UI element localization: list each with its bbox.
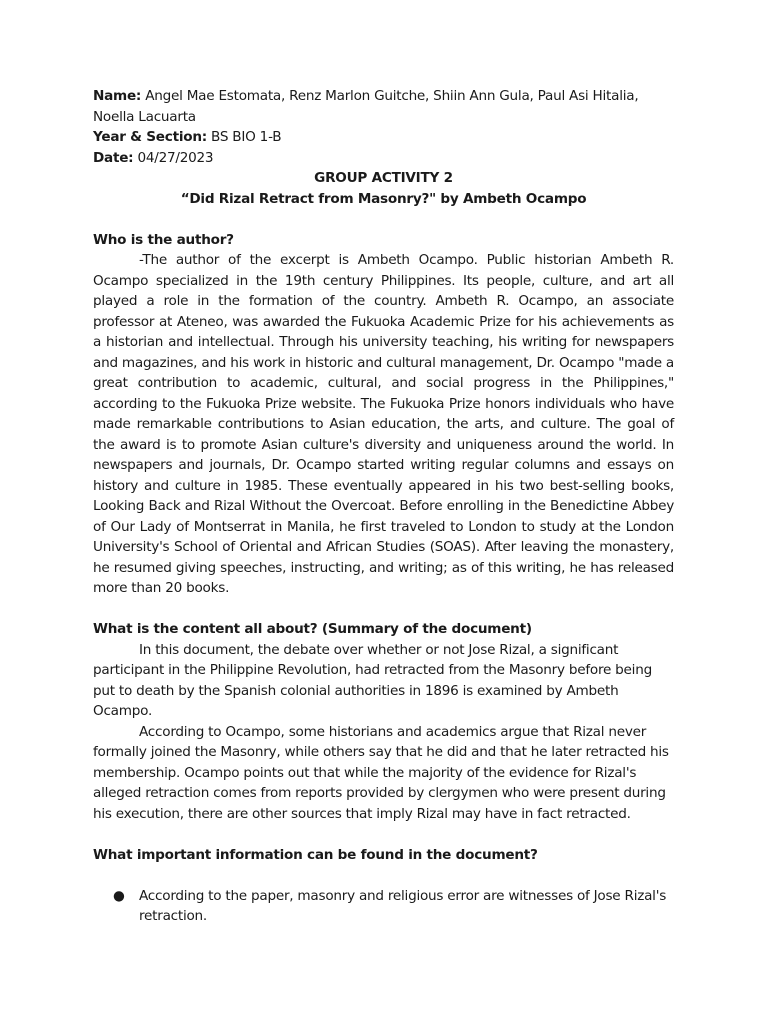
section-label: Year & Section: [93, 129, 207, 145]
summary-heading: What is the content all about? (Summary of the document) [93, 621, 532, 637]
name-line [93, 86, 674, 127]
list-item [93, 886, 674, 927]
name-value: Angel Mae Estomata, Renz Marlon Guitche, Shiin Ann Gula, Paul Asi Hitalia, Noella Lacuarta [93, 88, 639, 125]
info-bullet-list [93, 886, 674, 927]
activity-title: GROUP ACTIVITY 2 [314, 170, 453, 186]
summary-paragraph-1: In this document, the debate over whether or not Jose Rizal, a significant participant in the Philippine Revolution, had retracted from the Masonry before being put to death by the Spanish colonial authorities in 1896 is examined by Ambeth Ocampo. [93, 641, 652, 719]
spacer [93, 599, 674, 620]
author-paragraph: -The author of the excerpt is Ambeth Ocampo. Public historian Ambeth R. Ocampo specialized in the 19th century Philippines. Its people, culture, and art all played a role in the formation of the country. Ambeth R. Ocampo, an associate professor at Ateneo, was awarded the Fukuoka Academic Prize for his achievements as a historian and intellectual. Through his university teaching, his writing for newspapers and magazines, and his work in historic and cultural management, Dr. Ocampo "made a great contribution to academic, cultural, and social progress in the Philippines," according to the Fukuoka Prize website. The Fukuoka Prize honors individuals who have made remarkable contributions to Asian education, the arts, and culture. The goal of the award is to promote Asian culture's diversity and uniqueness around the world. In newspapers and journals, Dr. Ocampo started writing regular columns and essays on history and culture in 1985. These eventually appeared in his two best-selling books, Looking Back and Rizal Without the Overcoat. Before enrolling in the Benedictine Abbey of Our Lady of Montserrat in Manila, he first traveled to London to study at the London University's School of Oriental and African Studies (SOAS). After leaving the monastery, he resumed giving speeches, instructing, and writing; as of this writing, he has released more than 20 books. [93, 252, 674, 596]
date-line [93, 148, 674, 169]
section-value: BS BIO 1-B [206, 129, 282, 145]
date-label: Date: [93, 149, 134, 166]
author-heading: Who is the author? [93, 231, 234, 248]
document-page [93, 86, 674, 927]
info-heading: What important information can be found in the document? [93, 846, 538, 863]
document-subtitle: “Did Rizal Retract from Masonry?" by Ambeth Ocampo [180, 190, 587, 207]
bullet-icon: ● [113, 887, 125, 904]
date-value: 04/27/2023 [133, 149, 214, 166]
bullet-text: According to the paper, masonry and religious error are witnesses of Jose Rizal's retraction. [139, 887, 667, 924]
spacer [93, 865, 674, 886]
name-label: Name: [93, 88, 142, 104]
spacer [93, 209, 674, 230]
spacer [93, 824, 674, 845]
section-line [93, 127, 674, 148]
summary-paragraph-2: According to Ocampo, some historians and academics argue that Rizal never formally joined the Masonry, while others say that he did and that he later retracted his membership. Ocampo points out that while the majority of the evidence for Rizal's alleged retraction comes from reports provided by clergymen who were present during his execution, there are other sources that imply Rizal may have in fact retracted. [93, 723, 669, 822]
